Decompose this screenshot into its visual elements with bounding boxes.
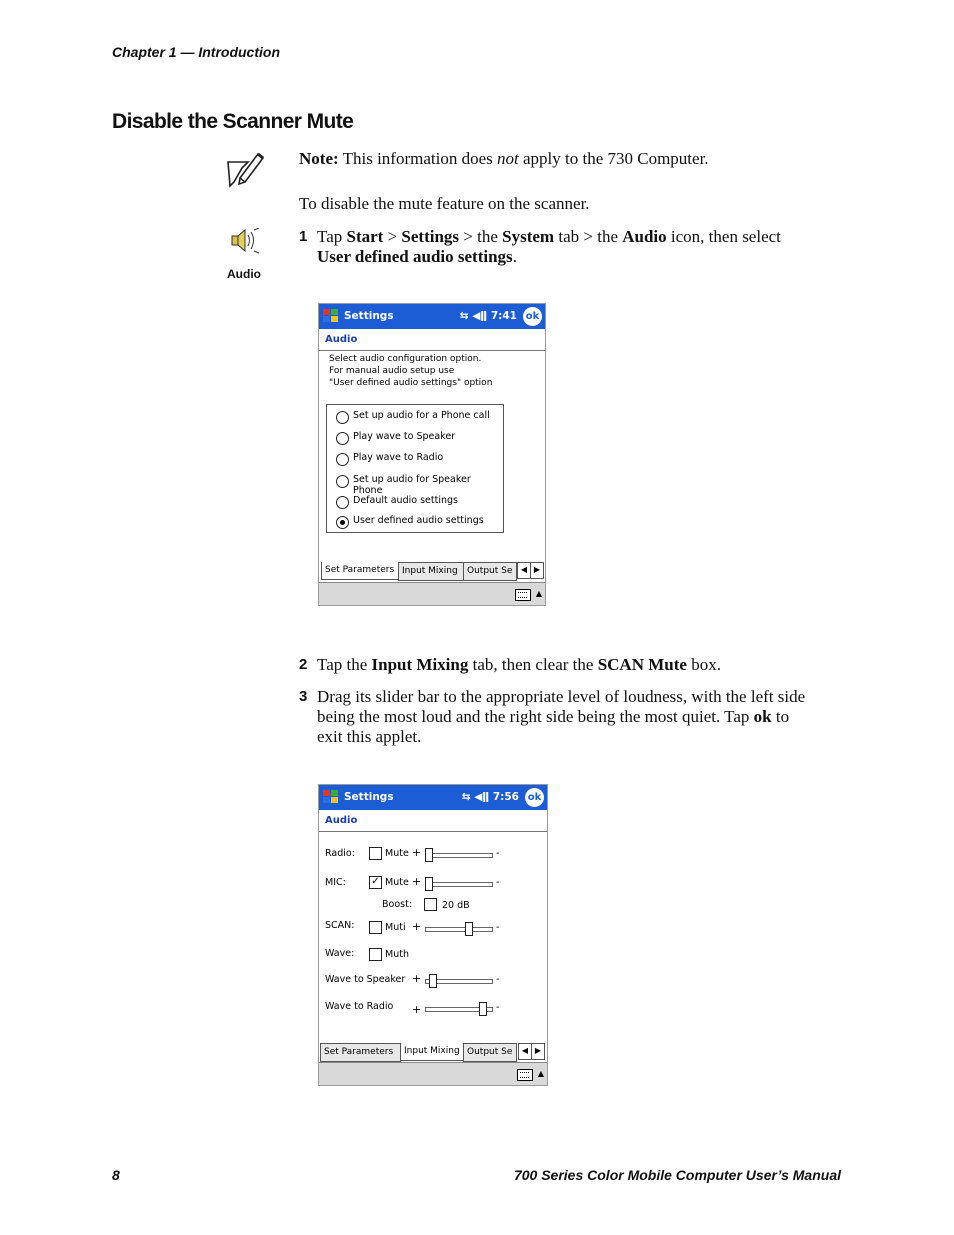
boost-value: 20 dB	[442, 900, 470, 911]
option-label: User defined audio settings	[353, 515, 484, 526]
tab-input-mixing[interactable]: Input Mixing	[400, 1043, 464, 1061]
tab-set-parameters[interactable]: Set Parameters	[321, 562, 400, 580]
volume-icon[interactable]: ◀ǁ	[472, 310, 488, 322]
ok-button[interactable]: ok	[523, 307, 542, 326]
text: being the most loud and the right side being the most quiet. Tap	[317, 707, 754, 726]
command-bar	[319, 582, 545, 605]
clock[interactable]: 7:41	[490, 310, 517, 322]
option-label: Default audio settings	[353, 495, 458, 506]
note-part: apply to the 730 Computer.	[518, 149, 709, 168]
ui-term: Start	[346, 227, 384, 246]
mic-label: MIC:	[325, 877, 346, 888]
minus-label: -	[496, 974, 500, 985]
intro-text: To disable the mute feature on the scanner.	[299, 194, 590, 213]
plus-label: +	[412, 972, 422, 985]
note-text	[299, 149, 709, 169]
scan-slider-thumb[interactable]	[465, 922, 473, 936]
step-number: 3	[299, 688, 308, 705]
screenshot-audio-settings	[318, 303, 546, 606]
text: .	[512, 247, 517, 266]
option-group	[326, 404, 504, 533]
text: tab > the	[554, 227, 623, 246]
speaker-icon	[229, 228, 261, 254]
step-3-line-2	[317, 707, 789, 727]
wave-mute-checkbox[interactable]	[369, 948, 382, 961]
option-label: Play wave to Speaker	[353, 431, 456, 442]
mute-label: Mute	[385, 848, 409, 859]
minus-label: -	[496, 1002, 500, 1013]
minus-label: -	[496, 922, 500, 933]
minus-label: -	[496, 877, 500, 888]
page-heading: Audio	[325, 815, 358, 826]
divider	[319, 831, 547, 832]
status-area: ⇆ ◀ǁ 7:56	[461, 791, 519, 803]
wave-speaker-slider-thumb[interactable]	[429, 974, 437, 988]
text: > the	[459, 227, 503, 246]
tab-scroll-right-icon[interactable]: ▶	[531, 1043, 545, 1060]
radio-slider-track[interactable]	[425, 853, 493, 858]
ok-button[interactable]: ok	[525, 788, 544, 807]
mic-slider-thumb[interactable]	[425, 877, 433, 891]
plus-label: +	[412, 846, 422, 859]
command-bar	[319, 1062, 547, 1085]
wave-to-radio-label: Wave to Radio	[325, 1001, 394, 1012]
description-line: "User defined audio settings" option	[329, 378, 493, 388]
section-title: Disable the Scanner Mute	[112, 110, 354, 133]
title-bar	[319, 785, 547, 810]
text: tab, then clear the	[468, 655, 598, 674]
step-number: 2	[299, 656, 308, 673]
wave-label: Wave:	[325, 948, 355, 959]
wave-radio-slider-thumb[interactable]	[479, 1002, 487, 1016]
mic-mute-checkbox[interactable]: ✓	[369, 876, 382, 889]
ui-term: Settings	[401, 227, 460, 246]
keyboard-icon[interactable]	[517, 1069, 533, 1081]
text: Tap the	[317, 655, 372, 674]
mute-label: Muth	[385, 949, 409, 960]
tab-strip	[319, 1043, 547, 1061]
tab-output-settings[interactable]: Output Se	[463, 562, 517, 581]
ui-term: Input Mixing	[371, 655, 469, 674]
clock[interactable]: 7:56	[492, 791, 519, 803]
scan-label: SCAN:	[325, 920, 355, 931]
tab-set-parameters[interactable]: Set Parameters	[320, 1043, 401, 1062]
plus-label: +	[412, 1003, 422, 1016]
divider	[319, 350, 545, 351]
scan-slider-track[interactable]	[425, 927, 493, 932]
radio-wave-radio[interactable]	[336, 453, 349, 466]
scan-mute-checkbox[interactable]	[369, 921, 382, 934]
step-1-line-1	[317, 227, 781, 247]
step-3-line-3: exit this applet.	[317, 727, 422, 746]
input-menu-arrow-icon[interactable]: ▲	[535, 589, 542, 598]
description-line: For manual audio setup use	[329, 366, 455, 376]
radio-default-settings[interactable]	[336, 496, 349, 509]
title-bar	[319, 304, 545, 329]
ui-term: ok	[753, 707, 772, 726]
app-title: Settings	[344, 310, 394, 322]
boost-checkbox[interactable]	[424, 898, 437, 911]
ui-term: User defined audio settings	[317, 247, 513, 266]
boost-label: Boost:	[382, 899, 413, 910]
tab-scroll-left-icon[interactable]: ◀	[518, 1043, 532, 1060]
page-heading: Audio	[325, 334, 358, 345]
minus-label: -	[496, 848, 500, 859]
text: >	[383, 227, 402, 246]
running-header: Chapter 1 — Introduction	[112, 44, 280, 60]
manual-title: 700 Series Color Mobile Computer User’s Manual	[513, 1167, 841, 1183]
input-menu-arrow-icon[interactable]: ▲	[537, 1069, 544, 1078]
tab-scroll-left-icon[interactable]: ◀	[517, 562, 531, 579]
plus-label: +	[412, 875, 422, 888]
status-area: ⇆ ◀ǁ 7:41	[459, 310, 517, 322]
description	[329, 353, 492, 389]
screenshot-input-mixing	[318, 784, 548, 1086]
note-pencil-icon	[222, 148, 266, 190]
option-label: Set up audio for a Phone call	[353, 410, 490, 421]
wave-to-speaker-label: Wave to Speaker	[325, 974, 406, 985]
option-label: Set up audio for Speaker Phone	[353, 474, 471, 496]
step-1-line-2	[317, 247, 517, 267]
ui-term: System	[502, 227, 555, 246]
step-number: 1	[299, 228, 308, 245]
note-emphasis: not	[497, 149, 519, 168]
description-line: Select audio configuration option.	[329, 354, 482, 364]
tab-strip	[319, 562, 545, 580]
note-label: Note:	[299, 149, 339, 168]
radio-slider-thumb[interactable]	[425, 848, 433, 862]
ui-term: Audio	[622, 227, 667, 246]
app-title: Settings	[344, 791, 394, 803]
tab-input-mixing[interactable]: Input Mixing	[398, 562, 464, 581]
text: box.	[686, 655, 721, 674]
step-3-line-1: Drag its slider bar to the appropriate level of loudness, with the left side	[317, 687, 806, 706]
radio-phone-call[interactable]	[336, 411, 349, 424]
volume-icon[interactable]: ◀ǁ	[474, 791, 490, 803]
radio-wave-speaker[interactable]	[336, 432, 349, 445]
tab-output-settings[interactable]: Output Se	[463, 1043, 517, 1062]
windows-start-icon[interactable]	[321, 788, 341, 807]
radio-speaker-phone[interactable]	[336, 475, 349, 488]
keyboard-icon[interactable]	[515, 589, 531, 601]
mute-label: Mute	[385, 877, 409, 888]
ui-term: SCAN Mute	[597, 655, 687, 674]
note-part: This information does	[338, 149, 497, 168]
radio-mute-checkbox[interactable]	[369, 847, 382, 860]
step-2-text	[317, 655, 721, 675]
text: to	[771, 707, 790, 726]
option-label: Play wave to Radio	[353, 452, 444, 463]
text: icon, then select	[666, 227, 781, 246]
text: Tap	[317, 227, 347, 246]
audio-icon-label: Audio	[227, 267, 261, 281]
radio-label: Radio:	[325, 848, 355, 859]
tab-scroll-right-icon[interactable]: ▶	[530, 562, 544, 579]
windows-start-icon[interactable]	[321, 307, 341, 326]
mic-slider-track[interactable]	[425, 882, 493, 887]
mute-label: Muti	[385, 922, 406, 933]
plus-label: +	[412, 920, 422, 933]
radio-user-defined[interactable]	[336, 516, 349, 529]
page-number: 8	[112, 1167, 120, 1183]
